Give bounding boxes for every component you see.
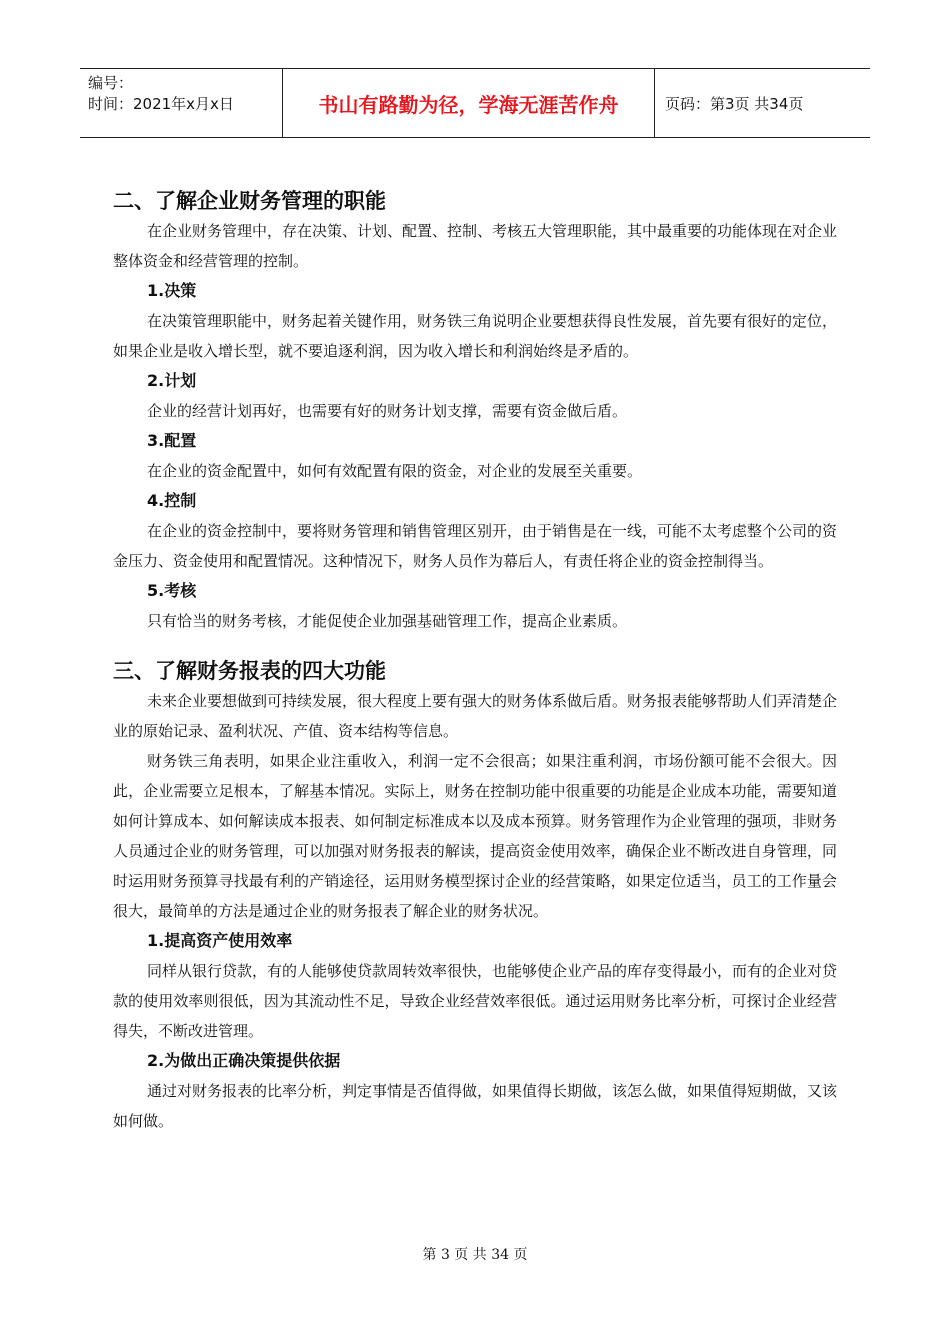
subsection-title: 1.提高资产使用效率 [147,931,293,950]
section-intro: 在企业财务管理中，存在决策、计划、配置、控制、考核五大管理职能，其中最重要的功能体现在对企业整体资金和经营管理的控制。 [113,222,838,270]
subsection-text: 只有恰当的财务考核，才能促使企业加强基础管理工作，提高企业素质。 [147,612,628,630]
section-paragraph: 财务铁三角表明，如果企业注重收入，利润一定不会很高；如果注重利润，市场份额可能不会很大。因此，企业需要立足根本，了解基本情况。实际上，财务在控制功能中很重要的功能是企业成本功能，需要知道如何计算成本、如何解读成本报表、如何制定标准成本以及成本预算。财务管理作为企业管理的强项，非财务人员通过企业的财务管理，可以加强对财务报表的解读，提高资金使用效率，确保企业不断改进自身管理，同时运用财务预算寻找最有利的产销途径，运用财务模型探讨企业的经营策略，如果定位适当，员工的工作量会很大，最简单的方法是通过企业的财务报表了解企业的财务状况。 [113,752,837,920]
document-number-label: 编号： [88,74,134,92]
subsection-text: 在企业的资金配置中，如何有效配置有限的资金，对企业的发展至关重要。 [147,462,643,480]
page-header [80,68,870,138]
subsection-text: 在企业的资金控制中，要将财务管理和销售管理区别开，由于销售是在一线，可能不太考虑整个公司的资金压力、资金使用和配置情况。这种情况下，财务人员作为幕后人，有责任将企业的资金控制得当。 [113,522,838,570]
header-page-info: 页码：第3页 共34页 [665,94,804,113]
subsection-text: 通过对财务报表的比率分析，判定事情是否值得做，如果值得长期做，该怎么做，如果值得短期做，又该如何做。 [113,1082,838,1130]
section-paragraph: 未来企业要想做到可持续发展，很大程度上要有强大的财务体系做后盾。财务报表能够帮助人们弄清楚企业的原始记录、盈利状况、产值、资本结构等信息。 [113,692,838,740]
subsection-title: 1.决策 [147,281,197,300]
subsection-text: 企业的经营计划再好，也需要有好的财务计划支撑，需要有资金做后盾。 [147,402,628,420]
subsection-title: 2.为做出正确决策提供依据 [147,1051,341,1070]
subsection-text: 同样从银行贷款，有的人能够使贷款周转效率很快，也能够使企业产品的库存变得最小，而有的企业对贷款的使用效率则很低，因为其流动性不足，导致企业经营效率很低。通过运用财务比率分析，可探讨企业经营得失，不断改进管理。 [113,962,838,1040]
document-date: 时间：2021年x月x日 [88,95,234,113]
subsection-title: 3.配置 [147,431,197,450]
subsection-title: 4.控制 [147,491,197,510]
section-title: 三、了解财务报表的四大功能 [113,659,386,683]
subsection-title: 5.考核 [147,581,197,600]
page-footer: 第 3 页 共 34 页 [422,1247,528,1263]
header-motto: 书山有路勤为径，学海无涯苦作舟 [283,69,655,137]
document-body [113,186,837,1136]
subsection-title: 2.计划 [147,371,197,390]
section-title: 二、了解企业财务管理的职能 [113,189,386,213]
header-meta [80,69,283,137]
subsection-text: 在决策管理职能中，财务起着关键作用，财务铁三角说明企业要想获得良性发展，首先要有很好的定位，如果企业是收入增长型，就不要追逐利润，因为收入增长和利润始终是矛盾的。 [113,312,838,360]
